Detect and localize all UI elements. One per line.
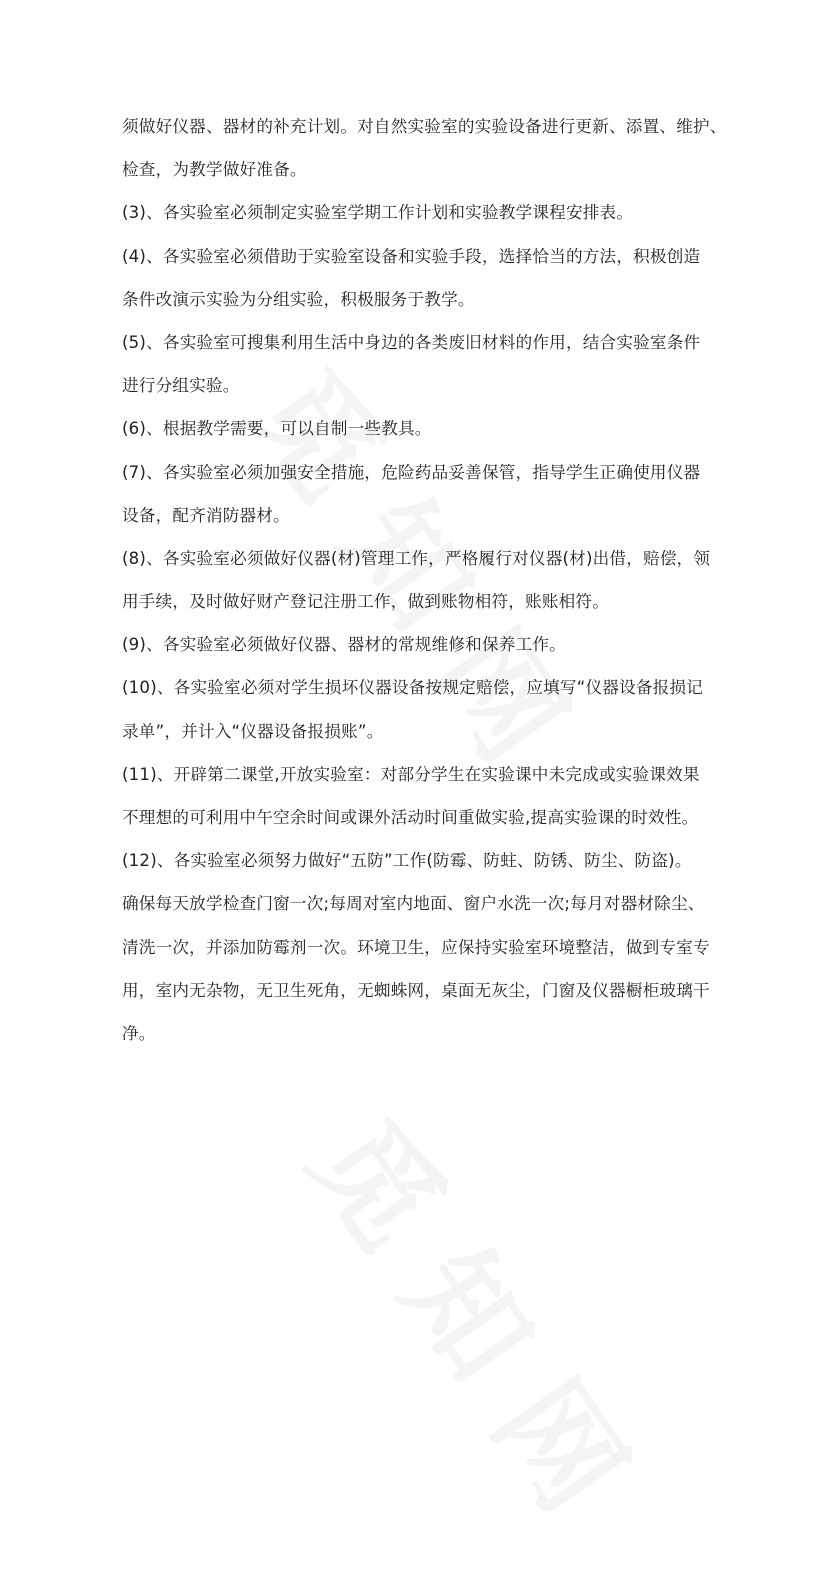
text-line: (11)、开辟第二课堂,开放实验室：对部分学生在实验课中未完成或实验课效果: [122, 764, 700, 784]
text-line: 检查，为教学做好准备。: [122, 160, 307, 180]
text-line: 条件改演示实验为分组实验，积极服务于教学。: [122, 289, 475, 309]
text-line: (9)、各实验室必须做好仪器、器材的常规维修和保养工作。: [122, 635, 566, 655]
text-line: (5)、各实验室可搜集利用生活中身边的各类废旧材料的作用，结合实验室条件: [122, 332, 701, 352]
text-line: (8)、各实验室必须做好仪器(材)管理工作，严格履行对仪器(材)出借，赔偿，领: [122, 548, 711, 568]
text-line: (4)、各实验室必须借助于实验室设备和实验手段，选择恰当的方法，积极创造: [122, 246, 701, 266]
document-body: [122, 112, 727, 1062]
text-line: (7)、各实验室必须加强安全措施，危险药品妥善保管，指导学生正确使用仪器: [122, 462, 701, 482]
text-line: 净。: [122, 1023, 156, 1043]
text-line: (12)、各实验室必须努力做好“五防”工作(防霉、防蛀、防锈、防尘、防盗)。: [122, 851, 692, 871]
text-line: (6)、根据教学需要，可以自制一些教具。: [122, 419, 432, 439]
text-line: 清洗一次，并添加防霉剂一次。环境卫生，应保持实验室环境整洁，做到专室专: [122, 937, 710, 957]
watermark: [279, 1080, 695, 1572]
text-line: (10)、各实验室必须对学生损坏仪器设备按规定赔偿，应填写“仪器设备报损记: [122, 678, 704, 698]
text-line: 确保每天放学检查门窗一次;每周对室内地面、窗户水洗一次;每月对器材除尘、: [122, 894, 705, 914]
text-line: (3)、各实验室必须制定实验室学期工作计划和实验教学课程安排表。: [122, 203, 634, 223]
text-line: 设备，配齐消防器材。: [122, 505, 290, 525]
text-line: 不理想的可利用中午空余时间或课外活动时间重做实验,提高实验课的时效性。: [122, 808, 699, 827]
text-line: 录单”，并计入“仪器设备报损账”。: [122, 721, 384, 741]
text-line: 须做好仪器、器材的补充计划。对自然实验室的实验设备进行更新、添置、维护、: [122, 117, 727, 136]
text-line: 进行分组实验。: [122, 376, 240, 396]
text-line: 用手续，及时做好财产登记注册工作，做到账物相符，账账相符。: [122, 592, 610, 612]
text-line: 用，室内无杂物，无卫生死角，无蜘蛛网，桌面无灰尘，门窗及仪器橱柜玻璃干: [122, 980, 710, 1000]
